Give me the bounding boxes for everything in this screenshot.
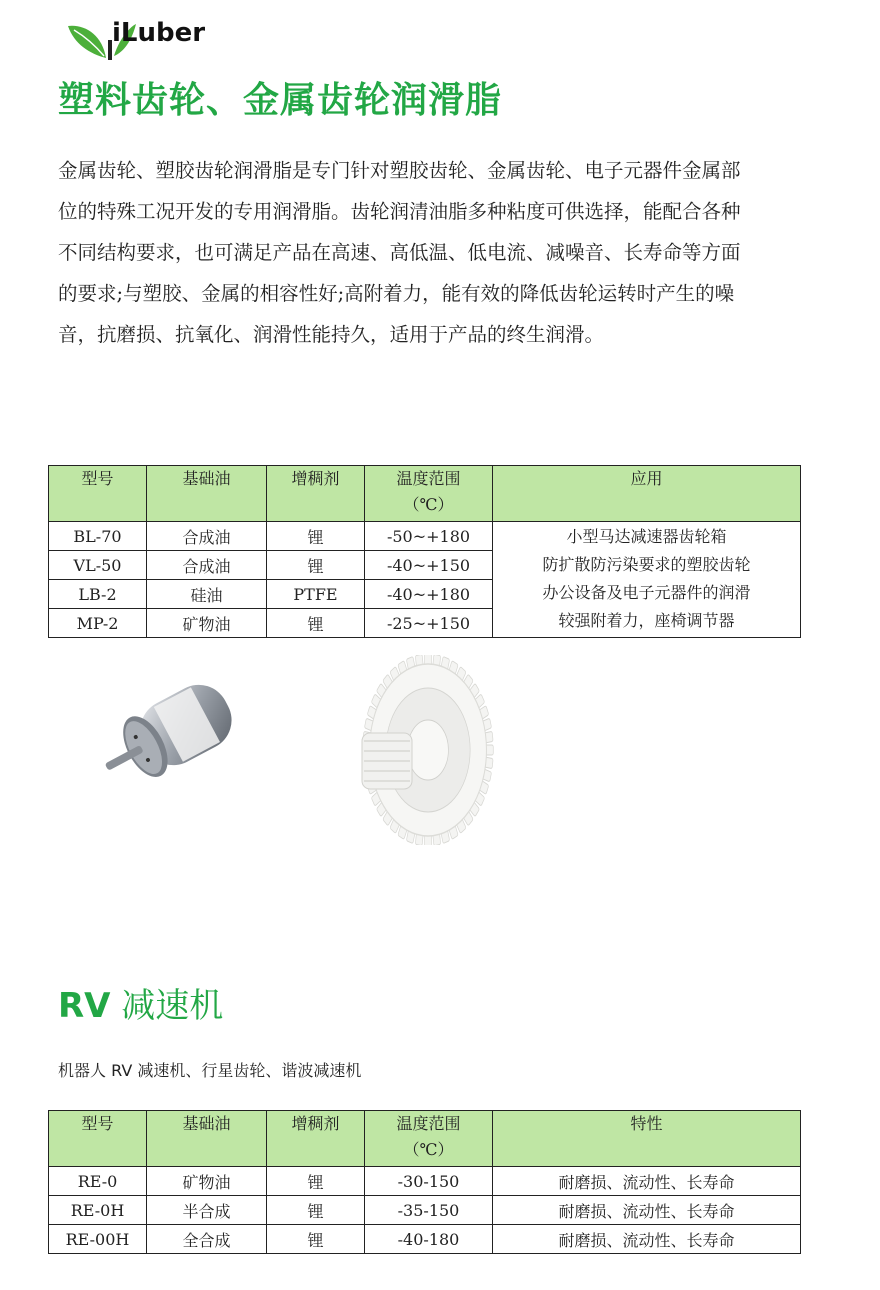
header-model: 型号 [49,466,147,522]
cell-temp: -40-180 [365,1225,493,1254]
header-temp-range [365,466,493,522]
section2-title-cn: 减速机 [110,986,224,1026]
cell-thickener: 锂 [267,522,365,551]
cell-model: LB-2 [49,580,147,609]
header-thickener: 增稠剂 [267,466,365,522]
intro-line: 金属齿轮、塑胶齿轮润滑脂是专门针对塑胶齿轮、金属齿轮、电子元器件金属部 [58,159,741,182]
table-row [49,1167,801,1196]
rv-reducer-table [48,1110,801,1254]
cell-base-oil: 矿物油 [147,609,267,638]
cell-temp: -35-150 [365,1196,493,1225]
cell-base-oil: 合成油 [147,522,267,551]
header-temp-label: 温度范围 [396,469,461,488]
application-item: 办公设备及电子元器件的润滑 [542,583,751,602]
cell-model: VL-50 [49,551,147,580]
cell-thickener: 锂 [267,551,365,580]
cell-feature: 耐磨损、流动性、长寿命 [493,1167,801,1196]
cell-model: RE-0H [49,1196,147,1225]
section1-intro [58,150,808,355]
section2-title-latin: RV [58,986,111,1026]
logo-wordmark: iLuber [112,18,206,48]
header-base-oil: 基础油 [147,1111,267,1167]
cell-thickener: PTFE [267,580,365,609]
cell-temp: -25~+150 [365,609,493,638]
application-item: 较强附着力，座椅调节器 [558,611,735,630]
cell-temp: -30-150 [365,1167,493,1196]
gear-motor-image [92,672,252,802]
table-row [49,522,801,551]
cell-thickener: 锂 [267,1225,365,1254]
cell-base-oil: 合成油 [147,551,267,580]
cell-model: MP-2 [49,609,147,638]
cell-thickener: 锂 [267,1167,365,1196]
table-header-row [49,466,801,522]
gear-grease-table [48,465,801,638]
intro-line: 不同结构要求，也可满足产品在高速、高低温、低电流、减噪音、长寿命等方面 [58,241,741,264]
cell-base-oil: 全合成 [147,1225,267,1254]
header-thickener: 增稠剂 [267,1111,365,1167]
header-feature: 特性 [493,1111,801,1167]
table-header-row [49,1111,801,1167]
cell-temp: -40~+180 [365,580,493,609]
cell-base-oil: 矿物油 [147,1167,267,1196]
header-base-oil: 基础油 [147,466,267,522]
cell-temp: -50~+180 [365,522,493,551]
header-temp-label: 温度范围 [396,1114,461,1133]
header-model: 型号 [49,1111,147,1167]
cell-model: BL-70 [49,522,147,551]
cell-applications [493,522,801,638]
header-temp-range [365,1111,493,1167]
cell-base-oil: 硅油 [147,580,267,609]
cell-model: RE-00H [49,1225,147,1254]
cell-thickener: 锂 [267,1196,365,1225]
intro-line: 音，抗磨损、抗氧化、润滑性能持久，适用于产品的终生润滑。 [58,323,605,346]
header-temp-unit: （℃） [403,495,454,514]
section2-subtitle: 机器人 RV 减速机、行星齿轮、谐波减速机 [58,1061,362,1080]
intro-line: 的要求;与塑胶、金属的相容性好;高附着力，能有效的降低齿轮运转时产生的噪 [58,282,735,305]
cell-base-oil: 半合成 [147,1196,267,1225]
cell-temp: -40~+150 [365,551,493,580]
section1-title: 塑料齿轮、金属齿轮润滑脂 [58,80,503,121]
section2-title [58,978,223,1027]
cell-feature: 耐磨损、流动性、长寿命 [493,1196,801,1225]
header-temp-unit: （℃） [403,1140,454,1159]
plastic-gear-image [350,655,510,845]
cell-model: RE-0 [49,1167,147,1196]
table-row [49,1196,801,1225]
application-item: 防扩散防污染要求的塑胶齿轮 [542,555,751,574]
application-item: 小型马达减速器齿轮箱 [566,527,727,546]
cell-feature: 耐磨损、流动性、长寿命 [493,1225,801,1254]
intro-line: 位的特殊工况开发的专用润滑脂。齿轮润清油脂多种粘度可供选择，能配合各种 [58,200,741,223]
cell-thickener: 锂 [267,609,365,638]
table-row [49,1225,801,1254]
header-application: 应用 [493,466,801,522]
